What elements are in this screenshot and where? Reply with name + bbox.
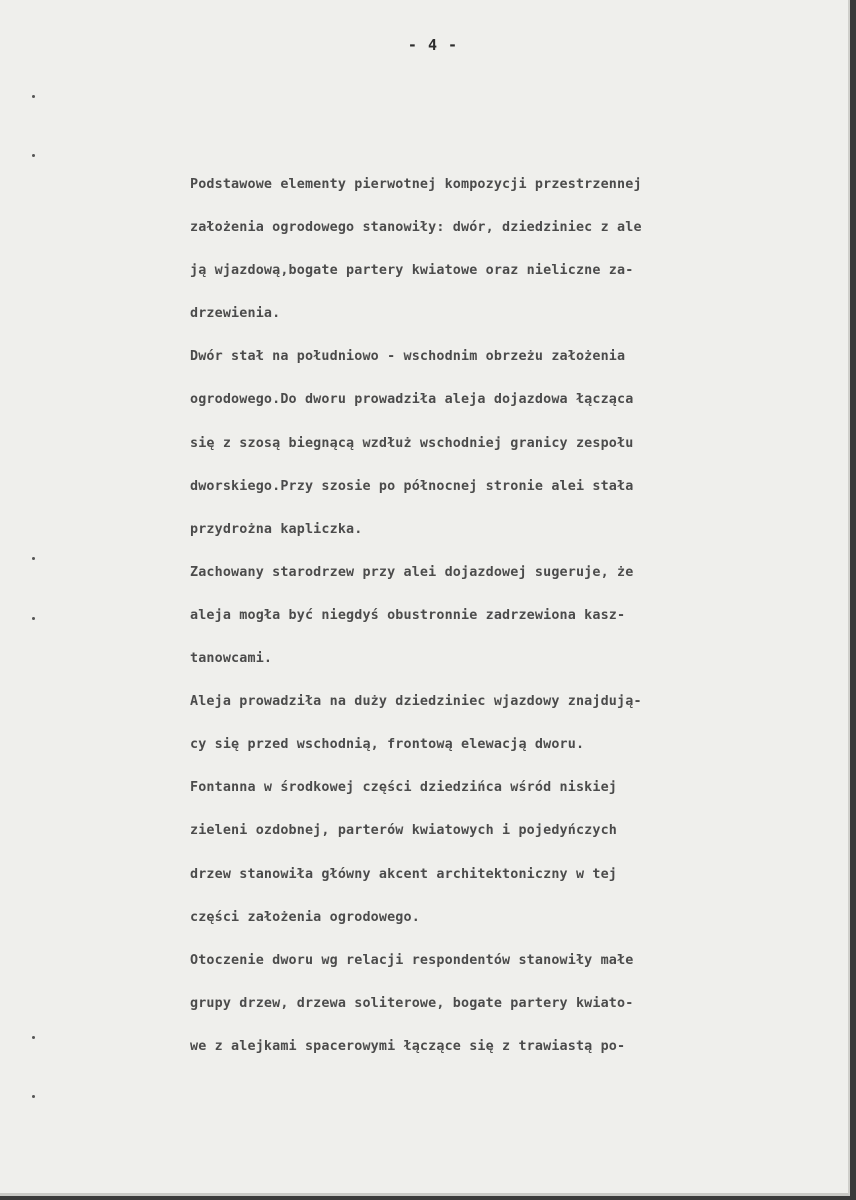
text-line: przydrożna kapliczka.: [190, 521, 363, 537]
margin-mark: [32, 617, 35, 620]
text-line: Dwór stał na południowo - wschodnim obrzeżu założenia: [190, 349, 626, 365]
margin-mark: [32, 154, 35, 157]
text-line: dworskiego.Przy szosie po północnej stronie alei stała: [190, 478, 634, 494]
page-number: - 4 -: [407, 36, 459, 54]
text-line: ją wjazdową,bogate partery kwiatowe oraz nieliczne za-: [190, 263, 634, 279]
text-line: tanowcami.: [190, 651, 273, 667]
margin-mark: [32, 1095, 35, 1098]
body-text: [190, 163, 790, 1068]
text-line: Podstawowe elementy pierwotnej kompozycji przestrzennej: [190, 177, 642, 192]
text-line: cy się przed wschodnią, frontową elewacją dworu.: [190, 737, 585, 753]
text-line: Fontanna w środkowej części dziedzińca wśród niskiej: [190, 780, 618, 796]
text-line: się z szosą biegnącą wzdłuż wschodniej granicy zespołu: [190, 435, 634, 451]
margin-mark: [32, 1036, 35, 1039]
text-line: drzew stanowiła główny akcent architektoniczny w tej: [190, 866, 618, 882]
text-line: we z alejkami spacerowymi łączące się z trawiastą po-: [190, 1038, 626, 1054]
text-line: aleja mogła być niegdyś obustronnie zadrzewiona kasz-: [190, 607, 626, 623]
text-line: zieleni ozdobnej, parterów kwiatowych i pojedyńczych: [190, 823, 618, 839]
text-line: założenia ogrodowego stanowiły: dwór, dziedziniec z ale: [190, 220, 642, 236]
text-line: części założenia ogrodowego.: [190, 909, 420, 925]
text-line: Otoczenie dworu wg relacji respondentów stanowiły małe: [190, 952, 634, 968]
text-line: grupy drzew, drzewa soliterowe, bogate partery kwiato-: [190, 995, 634, 1011]
margin-mark: [32, 557, 35, 560]
text-line: Zachowany starodrzew przy alei dojazdowej sugeruje, że: [190, 564, 634, 580]
text-line: Aleja prowadziła na duży dziedziniec wjazdowy znajdują-: [190, 694, 642, 710]
text-line: ogrodowego.Do dworu prowadziła aleja dojazdowa łącząca: [190, 392, 634, 408]
text-line: drzewienia.: [190, 306, 281, 322]
margin-mark: [32, 95, 35, 98]
